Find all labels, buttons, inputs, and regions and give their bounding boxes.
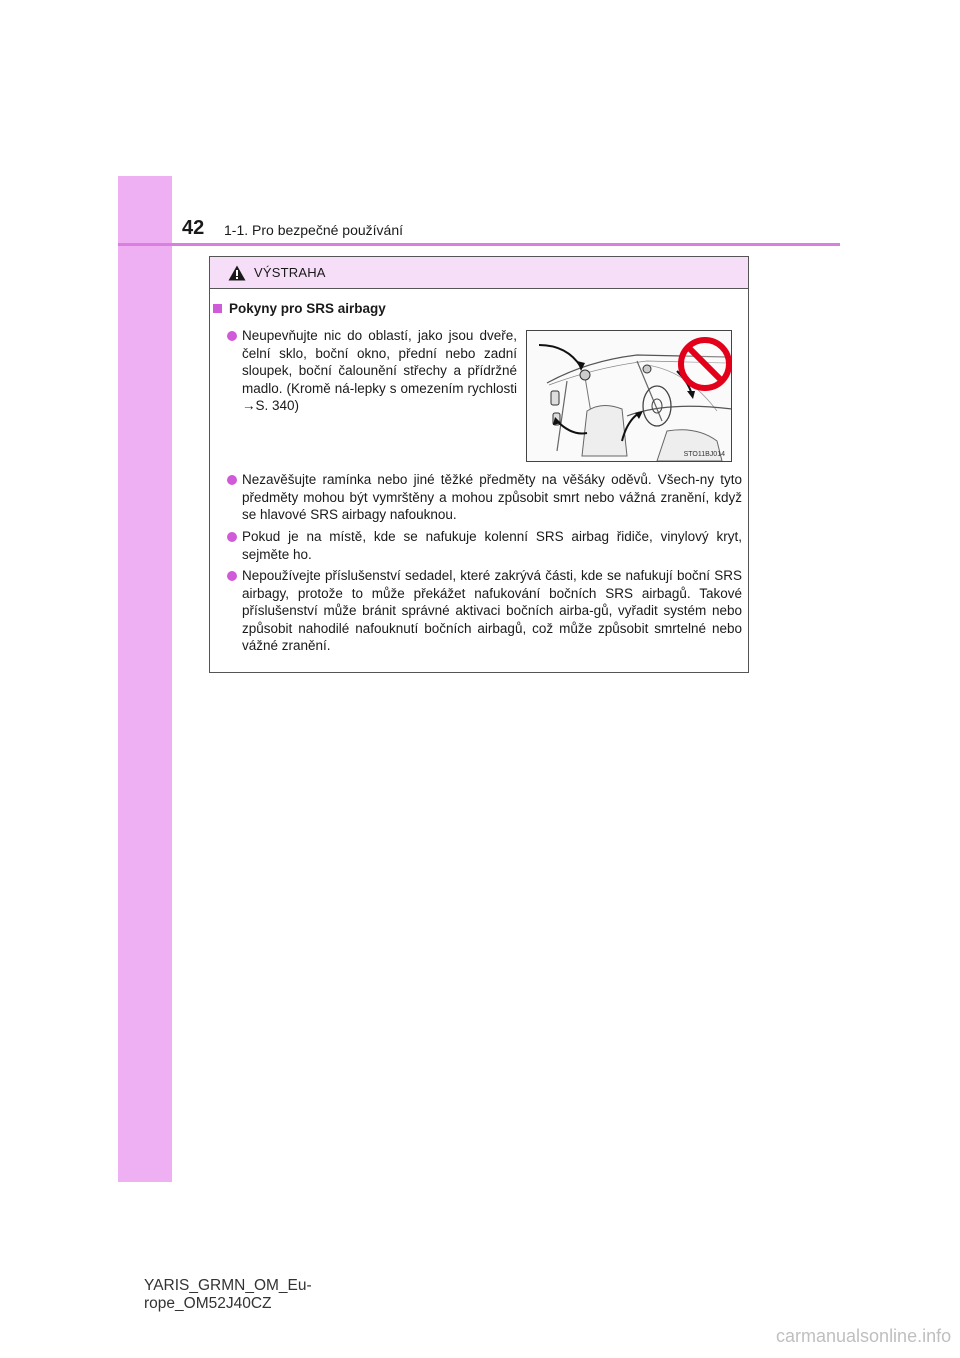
chapter-sidebar-tab [118, 176, 172, 1182]
bullet-dot-icon [227, 571, 237, 581]
bullet-dot-icon [227, 331, 237, 341]
warning-subheading-text: Pokyny pro SRS airbagy [229, 301, 386, 316]
bullet-item [242, 567, 742, 655]
warning-title: VÝSTRAHA [254, 265, 326, 280]
warning-subheading [213, 301, 386, 316]
warning-header [210, 257, 748, 289]
document-footer [144, 1277, 312, 1313]
illustration-code: STO11BJ014 [683, 451, 725, 458]
bullet-text: Neupevňujte nic do oblastí, jako jsou dveře, čelní sklo, boční okno, přední nebo zadní sloupek, boční čalounění střechy a přídržné madlo. (Kromě ná-lepky s omezením rychlosti →S. 340) [242, 328, 517, 414]
car-interior-illustration [527, 331, 732, 462]
bullet-item [242, 471, 742, 524]
bullet-item [242, 327, 517, 415]
bullet-text: Pokud je na místě, kde se nafukuje kolenní SRS airbag řidiče, vinylový kryt, sejměte ho. [242, 529, 742, 562]
bullet-text: Nezavěšujte ramínka nebo jiné těžké předměty na věšáky oděvů. Všech-ny tyto předměty mohou být vymrštěny a mohou způsobit smrt nebo vážná zranění, když se hlavové SRS airbagy nafouknou. [242, 472, 742, 523]
warning-box [209, 256, 749, 673]
bullet-text: Nepoužívejte příslušenství sedadel, které zakrývá části, kde se nafukují boční SRS airbagy, protože to může překážet nafukování bočních SRS airbagů. Takové příslušenství může bránit správné aktivaci bočních airba-gů, vyřadit systém nebo způsobit nahodilé nafouknutí bočních airbagů, což může způsobit smrtelné nebo vážné zranění. [242, 568, 742, 654]
square-bullet-icon [213, 304, 222, 313]
airbag-prohibition-illustration [526, 330, 732, 462]
watermark: carmanualsonline.info [776, 1326, 952, 1346]
header-rule [118, 243, 840, 246]
section-title: 1-1. Pro bezpečné používání [224, 222, 404, 238]
bullet-item [242, 528, 742, 563]
footer-line-1: YARIS_GRMN_OM_Eu- [144, 1277, 312, 1294]
footer-line-2: rope_OM52J40CZ [144, 1295, 272, 1312]
warning-triangle-icon [228, 265, 246, 281]
page-number: 42 [182, 217, 205, 239]
bullet-dot-icon [227, 532, 237, 542]
bullet-dot-icon [227, 475, 237, 485]
